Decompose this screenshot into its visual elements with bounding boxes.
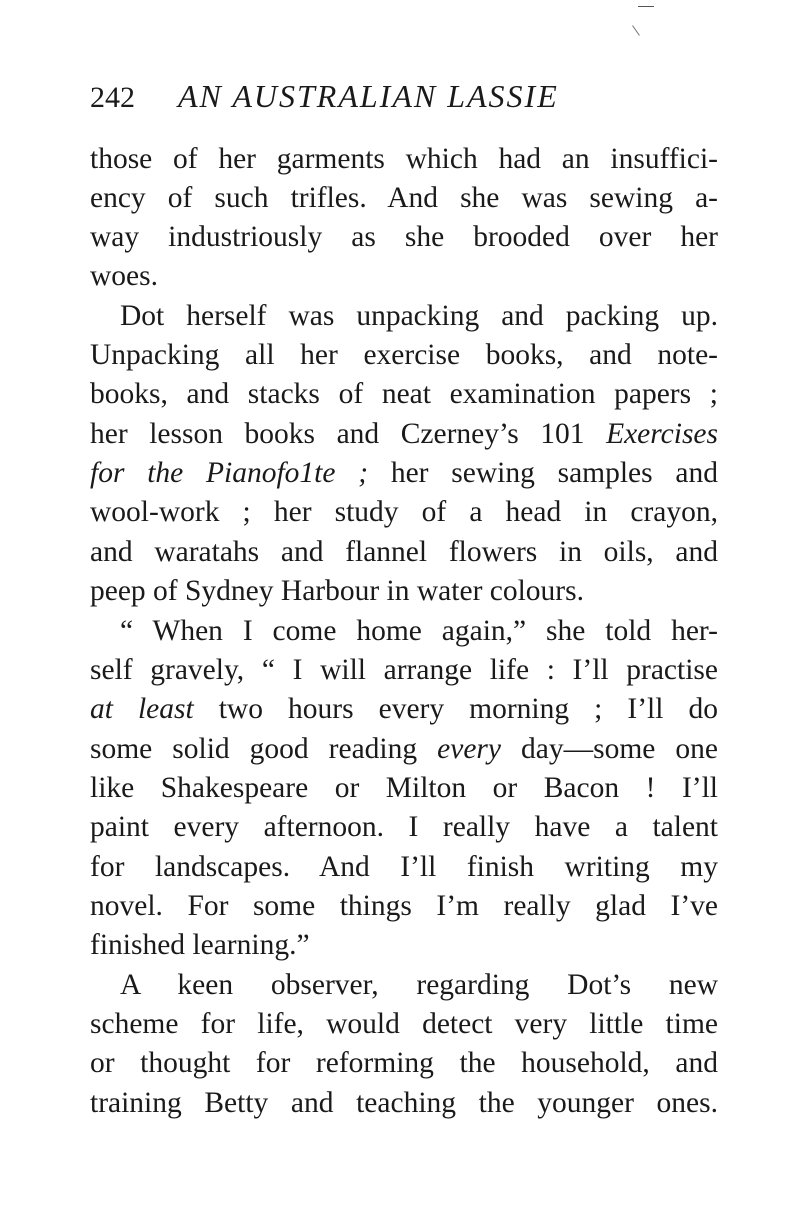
text-line: A keen observer, regarding Dot’s new: [120, 969, 718, 1001]
running-head: AN AUSTRALIAN LASSIE: [178, 78, 559, 114]
text-line: training Betty and teaching the younger ones.: [90, 1087, 718, 1119]
text-line: woes.: [90, 260, 159, 292]
text-line: Unpacking all her exercise books, and note-: [90, 339, 718, 371]
text-line: self gravely, “ I will arrange life : I’ll practise: [90, 654, 718, 686]
text-line: finished learning.”: [90, 929, 310, 961]
text-line: wool-work ; her study of a head in crayon,: [90, 496, 718, 528]
text-line: Dot herself was unpacking and packing up.: [120, 300, 718, 332]
text-line: some solid good reading every day—some one: [90, 733, 718, 765]
text-line: or thought for reforming the household, and: [90, 1047, 718, 1079]
text-line: “ When I come home again,” she told her-: [120, 615, 718, 647]
text-line: scheme for life, would detect very little time: [90, 1008, 718, 1040]
text-line: ency of such trifles. And she was sewing a-: [90, 182, 718, 214]
scan-mark: [632, 25, 640, 35]
page-header: [90, 72, 720, 120]
text-line: like Shakespeare or Milton or Bacon ! I’ll: [90, 772, 718, 804]
text-line: novel. For some things I’m really glad I’ve: [90, 890, 718, 922]
text-line: her lesson books and Czerney’s 101 Exercises: [90, 418, 718, 450]
scan-mark: [638, 6, 654, 7]
text-line: at least two hours every morning ; I’ll do: [90, 693, 718, 725]
text-line: paint every afternoon. I really have a talent: [90, 811, 718, 843]
text-line: way industriously as she brooded over her: [90, 221, 718, 253]
text-line: for landscapes. And I’ll finish writing my: [90, 851, 718, 883]
text-line: for the Pianofo1te ; her sewing samples and: [90, 457, 718, 489]
text-line: peep of Sydney Harbour in water colours.: [90, 575, 584, 607]
text-line: books, and stacks of neat examination papers ;: [90, 378, 718, 410]
text-line: and waratahs and flannel flowers in oils, and: [90, 536, 718, 568]
text-line: those of her garments which had an insuffici-: [90, 143, 718, 175]
page-number: 242: [90, 81, 135, 114]
